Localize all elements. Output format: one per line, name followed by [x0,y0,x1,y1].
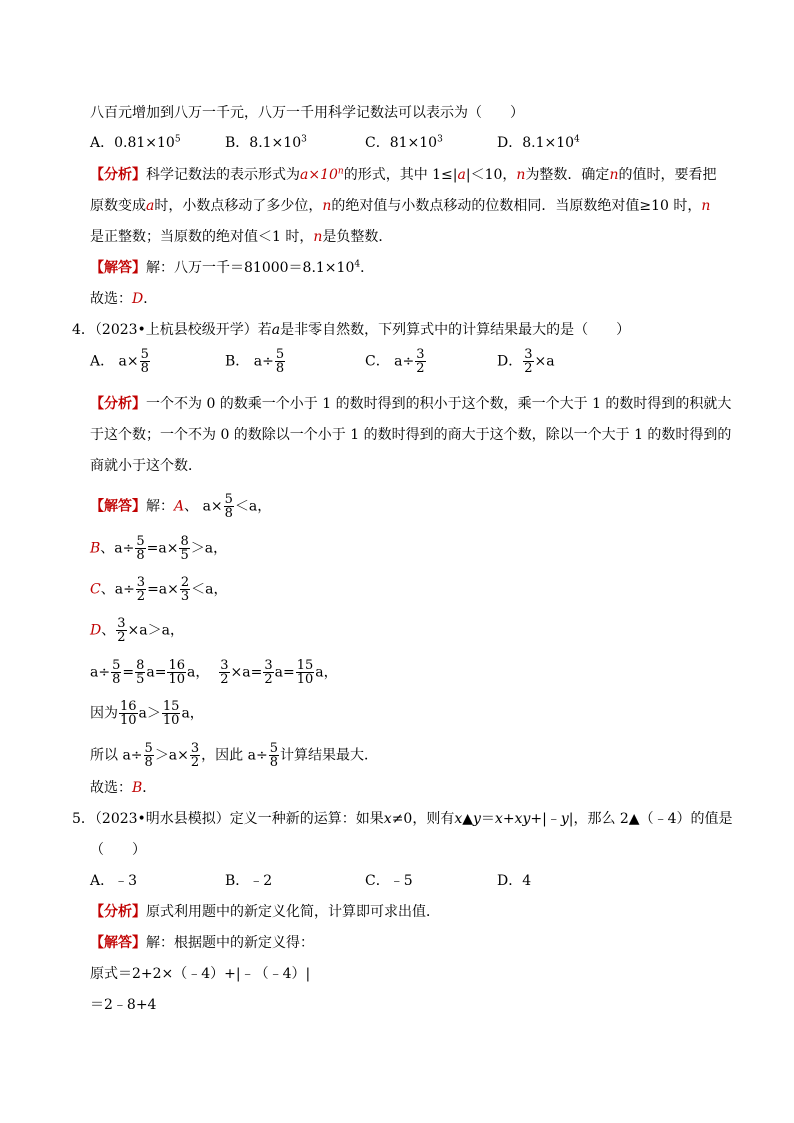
q4-stem: 4．（2023•上杭县校级开学）若a是非零自然数，下列算式中的计算结果最大的是（ ） [72,322,631,338]
q4-solution-because: 因为 $\frac{16}{10}$ a＞ $\frac{15}{10}$ a， [90,699,204,728]
q4-option-a[interactable]: A． a× $\frac{5}{8}$ [90,347,149,376]
q5-stem-blank: （ ） [90,842,146,858]
q5-option-c[interactable]: C．﹣5 [365,873,413,889]
q5-solution-line2: ＝2﹣8+4 [90,997,157,1013]
q4-analysis-line2: 于这个数；一个不为 0 的数除以一个小于 1 的数时得到的商大于这个数，除以一个大于 1 的数时得到的 [90,427,732,443]
q4-solution-c: C、a÷ $\frac{3}{2}$ =a× $\frac{2}{3}$ ＜a， [90,575,228,604]
q3-answer: 故选：D． [90,291,158,307]
solution-tag: 【解答】 [90,260,146,276]
q4-solution-so: 所以 a÷ $\frac{5}{8}$ ＞a× $\frac{3}{2}$ ，因此 a÷ $\frac{5}{8}$ 计算结果最大． [90,741,378,770]
q5-stem: 5．（2023•明水县模拟）定义一种新的运算：如果x≠0，则有x▲y＝x+xy+|﹣y|，那么 2▲（﹣4）的值是 [72,811,733,827]
q4-solution-b: B、a÷ $\frac{5}{8}$ =a× $\frac{8}{5}$ ＞a， [90,534,228,563]
q5-solution: 【解答】解：根据题中的新定义得： [90,935,314,951]
analysis-tag: 【分析】 [90,904,146,920]
q5-option-b[interactable]: B．﹣2 [225,873,273,889]
q3-analysis-line1: 【分析】科学记数法的表示形式为$a\times 10^n$的形式，其中 1≤|a|＜10，n为整数．确定n的值时，要看把 [90,166,717,183]
q4-answer: 故选：B． [90,780,157,796]
q3-option-c[interactable]: C．$81\times 10^3$ [365,134,443,151]
q5-analysis: 【分析】原式利用题中的新定义化简，计算即可求出值． [90,904,440,920]
analysis-tag: 【分析】 [90,167,146,183]
analysis-tag: 【分析】 [90,396,146,412]
q3-solution: 【解答】解：八万一千$=81000=8.1\times 10^4$． [90,259,375,276]
q4-option-b[interactable]: B． a÷ $\frac{5}{8}$ [225,347,285,376]
q4-solution-e: a÷ $\frac{5}{8}$ = $\frac{8}{5}$ a= $\frac{16}{10}$ a， $\frac{3}{2}$ ×a= $\frac{3}{2}$ a= $\frac{15}{10}$ a， [90,658,338,687]
q4-solution-a: 【解答】解：A、 a× $\frac{5}{8}$ ＜a， [90,492,272,521]
q3-option-d[interactable]: D．$8.1\times 10^4$ [497,134,580,151]
q5-option-a[interactable]: A．﹣3 [90,873,138,889]
q3-option-a[interactable]: A．$0.81\times 10^5$ [90,134,181,151]
solution-tag: 【解答】 [90,498,146,515]
q4-option-d[interactable]: D． $\frac{3}{2}$ ×a [497,347,555,376]
q5-solution-line1: 原式＝2+2×（﹣4）+|﹣（﹣4）| [90,966,311,982]
q3-option-b[interactable]: B．$8.1\times 10^3$ [225,134,307,151]
q3-stem: 八百元增加到八万一千元，八万一千用科学记数法可以表示为（ ） [90,105,524,121]
q3-analysis-line3: 是正整数；当原数的绝对值＜1 时，n是负整数． [90,229,393,245]
solution-tag: 【解答】 [90,935,146,951]
q4-analysis-line3: 商就小于这个数． [90,458,202,474]
q3-analysis-line2: 原数变成a时，小数点移动了多少位，n的绝对值与小数点移动的位数相同．当原数绝对值≥10 时，n [90,198,711,214]
q4-analysis-line1: 【分析】一个不为 0 的数乘一个小于 1 的数时得到的积小于这个数，乘一个大于 1 的数时得到的积就大 [90,396,732,412]
q4-option-c[interactable]: C． a÷ $\frac{3}{2}$ [365,347,425,376]
q4-solution-d: D、 $\frac{3}{2}$ ×a＞a， [90,616,184,645]
q5-option-d[interactable]: D．4 [497,873,532,889]
